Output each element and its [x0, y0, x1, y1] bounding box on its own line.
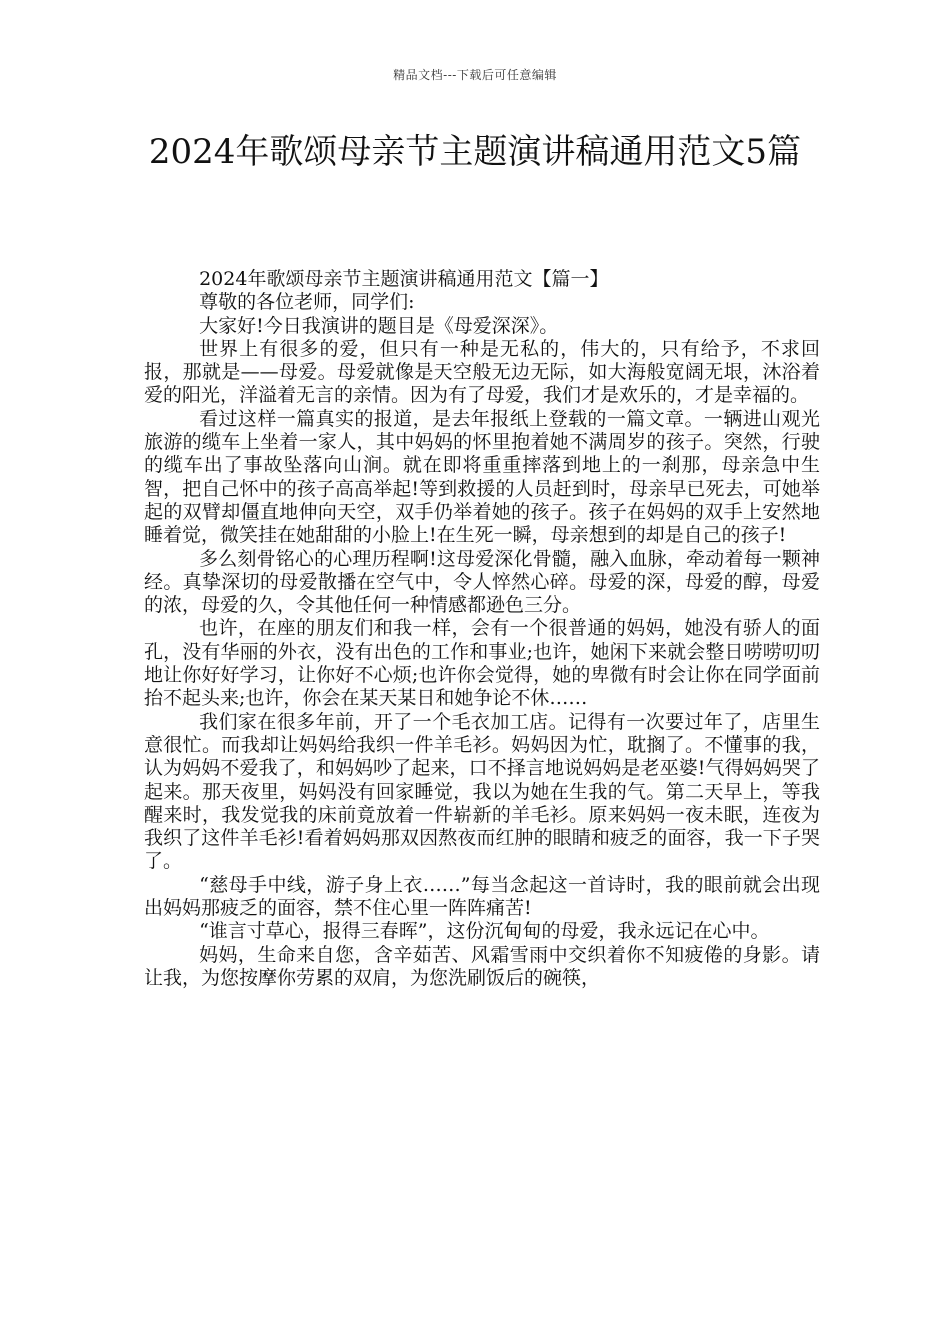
salutation: 尊敬的各位老师，同学们:	[199, 291, 415, 314]
paragraph: 妈妈，生命来自您，含辛茹苦、风霜雪雨中交织着你不知疲倦的身影。请让我，为您按摩你劳累的双肩，为您洗刷饭后的碗筷，	[144, 943, 820, 989]
paragraph: “谁言寸草心，报得三春晖”，这份沉甸甸的母爱，我永远记在心中。	[199, 920, 770, 943]
document-body	[144, 268, 820, 990]
paragraph: 也许，在座的朋友们和我一样，会有一个很普通的妈妈，她没有骄人的面孔，没有华丽的外衣，没有出色的工作和事业;也许，她闲下来就会整日唠唠叨叨地让你好好学习，让你好不心烦;也许你会觉得，她的卑微有时会让你在同学面前抬不起头来;也许，你会在某天某日和她争论不休……	[144, 617, 820, 710]
header-note: 精品文档---下载后可任意编辑	[393, 68, 557, 82]
paragraph: “慈母手中线，游子身上衣……”每当念起这一首诗时，我的眼前就会出现出妈妈那疲乏的面容，禁不住心里一阵阵痛苦!	[144, 873, 820, 920]
paragraph: 看过这样一篇真实的报道，是去年报纸上登载的一篇文章。一辆进山观光旅游的缆车上坐着一家人，其中妈妈的怀里抱着她不满周岁的孩子。突然，行驶的缆车出了事故坠落向山涧。就在即将重重摔落到地上的一刹那，母亲急中生智，把自己怀中的孩子高高举起!等到救援的人员赶到时，母亲早已死去，可她举起的双臂却僵直地伸向天空，双手仍举着她的孩子。孩子在妈妈的双手上安然地睡着觉，微笑挂在她甜甜的小脸上!在生死一瞬，母亲想到的却是自己的孩子!	[144, 407, 820, 547]
section-heading: 2024年歌颂母亲节主题演讲稿通用范文【篇一】	[199, 268, 609, 290]
paragraph: 多么刻骨铭心的心理历程啊!这母爱深化骨髓，融入血脉，牵动着每一颗神经。真挚深切的母爱散播在空气中，令人悴然心碎。母爱的深，母爱的醇，母爱的浓，母爱的久，令其他任何一种情感都逊色三分。	[144, 547, 820, 617]
paragraph: 大家好!今日我演讲的题目是《母爱深深》。	[199, 314, 559, 337]
document-title: 2024年歌颂母亲节主题演讲稿通用范文5篇	[148, 132, 802, 172]
paragraph: 世界上有很多的爱，但只有一种是无私的，伟大的，只有给予，不求回报，那就是——母爱。母爱就像是天空般无边无际，如大海般宽阔无垠，沐浴着爱的阳光，洋溢着无言的亲情。因为有了母爱，我们才是欢乐的，才是幸福的。	[144, 337, 820, 407]
paragraph: 我们家在很多年前，开了一个毛衣加工店。记得有一次要过年了，店里生意很忙。而我却让妈妈给我织一件羊毛衫。妈妈因为忙，耽搁了。不懂事的我，认为妈妈不爱我了，和妈妈吵了起来，口不择言地说妈妈是老巫婆!气得妈妈哭了起来。那天夜里，妈妈没有回家睡觉，我以为她在生我的气。第二天早上，等我醒来时，我发觉我的床前竟放着一件崭新的羊毛衫。原来妈妈一夜未眠，连夜为我织了这件羊毛衫!看着妈妈那双因熬夜而红肿的眼睛和疲乏的面容，我一下子哭了。	[144, 710, 820, 873]
